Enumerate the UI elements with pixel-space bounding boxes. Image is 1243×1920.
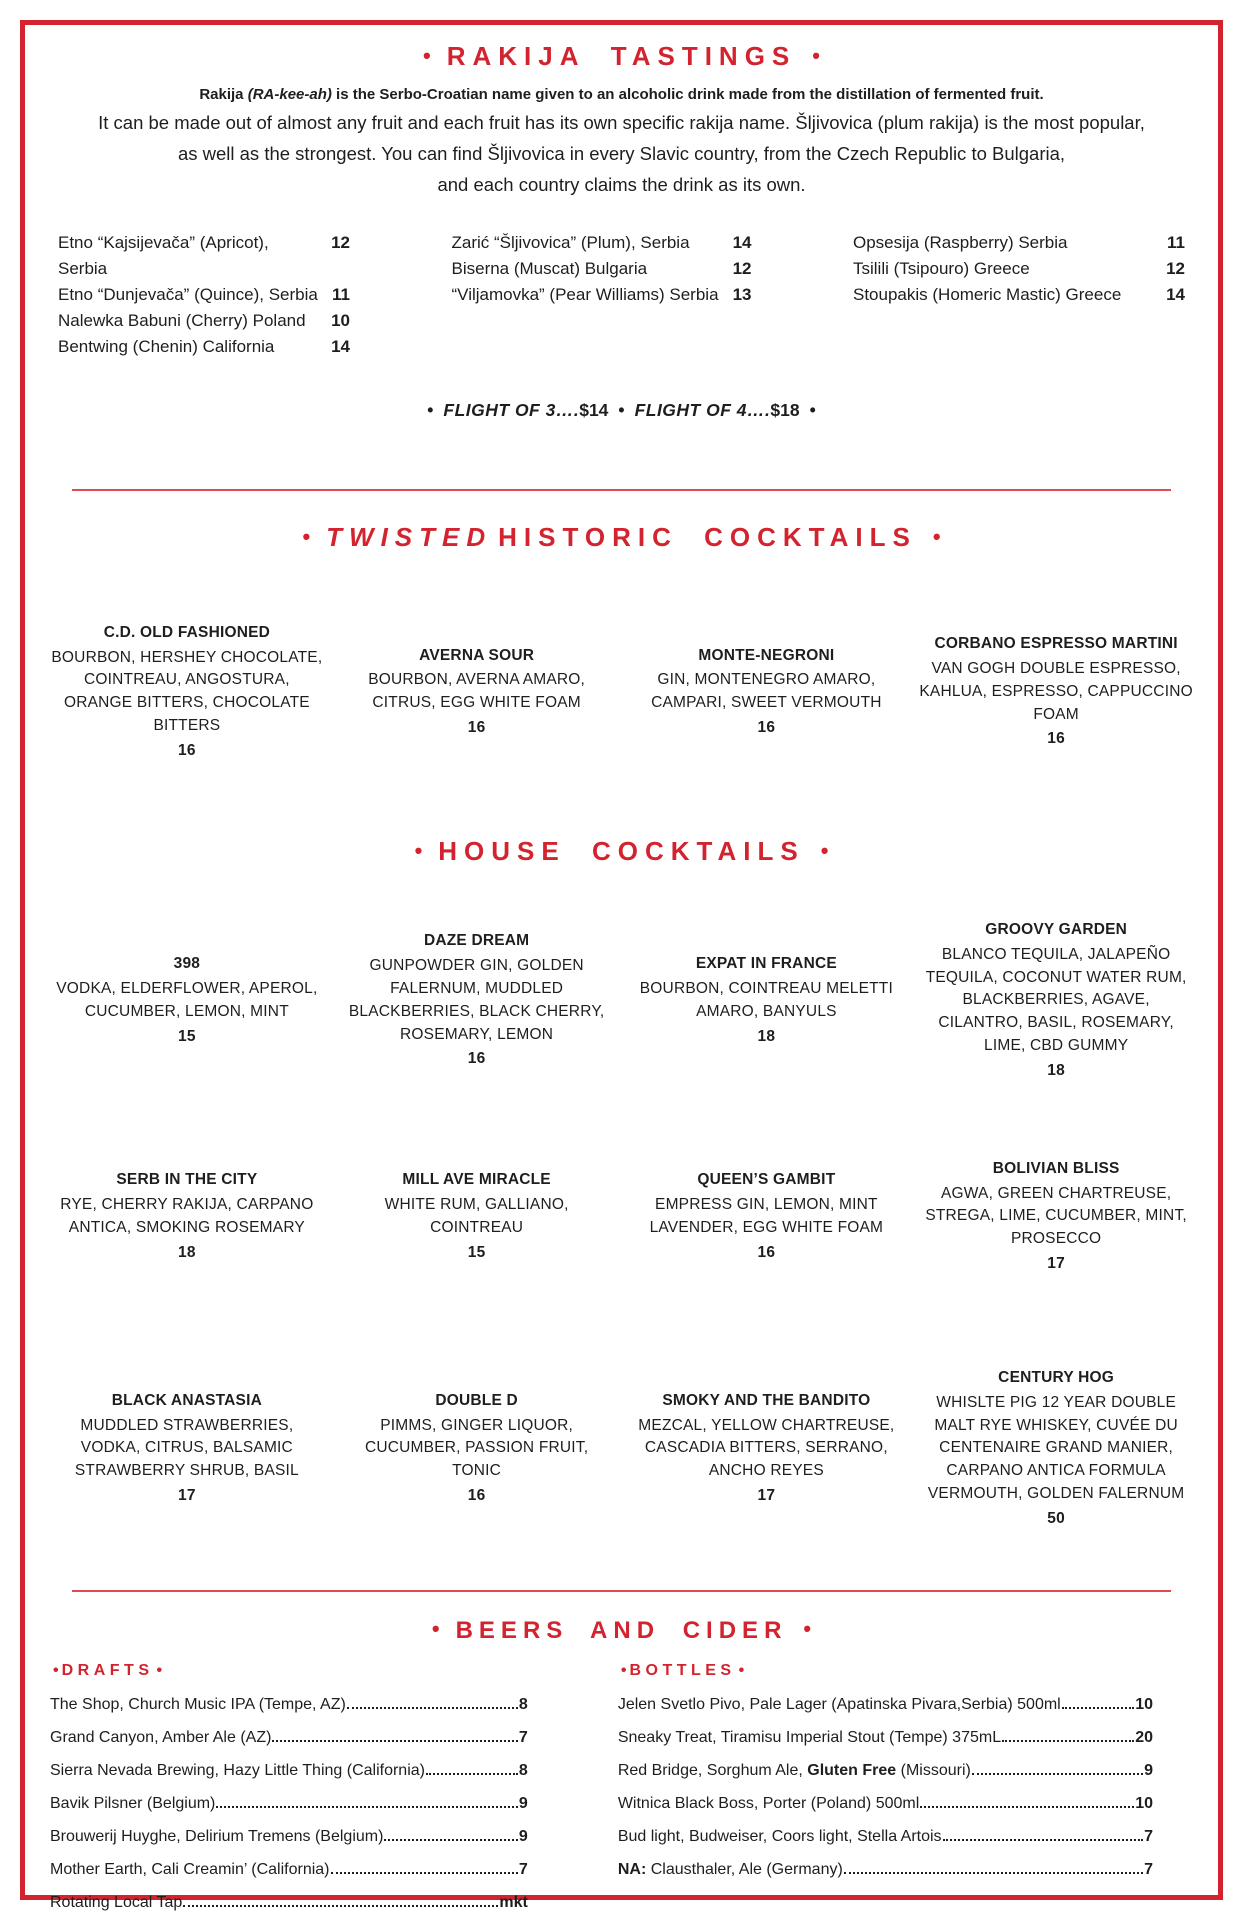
item-price: 14 (1166, 284, 1185, 304)
beer-price: 10 (1135, 1696, 1153, 1714)
beer-item (618, 1754, 1153, 1787)
flight-note (50, 400, 1193, 421)
cocktail-ingredients: VODKA, ELDERFLOWER, APEROL, CUCUMBER, LEMON, MINT (56, 980, 318, 1020)
bullet-icon: • (809, 399, 816, 420)
cocktail-name: SMOKY AND THE BANDITO (662, 1391, 871, 1409)
rakija-list (50, 230, 1193, 360)
cocktail-card (340, 645, 614, 740)
cocktail-card (340, 1390, 614, 1508)
item-price: 10 (331, 310, 350, 330)
rakija-item (58, 282, 350, 308)
beer-name: Brouwerij Huyghe, Delirium Tremens (Belgium) (50, 1828, 384, 1846)
beer-price: mkt (499, 1894, 528, 1912)
cocktail-name: SERB IN THE CITY (116, 1171, 258, 1189)
bullet-icon: • (302, 523, 311, 549)
beer-price: 7 (518, 1729, 528, 1747)
cocktail-name: CENTURY HOG (998, 1369, 1115, 1387)
section-title-text: BEERS AND CIDER (455, 1616, 788, 1644)
item-price: 12 (732, 258, 752, 278)
rakija-item (853, 230, 1185, 256)
beer-item (618, 1787, 1153, 1820)
cocktail-card (50, 1169, 324, 1264)
cocktail-ingredients: BOURBON, AVERNA AMARO, CITRUS, EGG WHITE FOAM (368, 671, 586, 712)
bullet-icon: • (932, 523, 941, 549)
house-cocktails-row-2 (50, 1124, 1193, 1310)
cocktail-price: 18 (757, 1027, 776, 1045)
intro-line-4: and each country claims the drink as its own. (437, 173, 806, 195)
cocktail-ingredients: GUNPOWDER GIN, GOLDEN FALERNUM, MUDDLED BLACKBERRIES, BLACK CHERRY, ROSEMARY, LEMON (348, 957, 605, 1043)
section-title-italic: TWISTED (326, 521, 493, 552)
beer-item (50, 1820, 528, 1853)
beer-name-post: (Missouri) (896, 1762, 971, 1780)
beer-name-pre: Sneaky Treat, Tiramisu Imperial Stout (Tempe) 375mL (617, 1729, 1002, 1747)
cocktail-name: BLACK ANASTASIA (111, 1391, 262, 1409)
cocktail-ingredients: AGWA, GREEN CHARTREUSE, STREGA, LIME, CUCUMBER, MINT, PROSECCO (925, 1184, 1187, 1248)
item-name: “Viljamovka” (Pear Williams) Serbia (451, 284, 719, 304)
drafts-list (50, 1688, 528, 1919)
beer-name: Sierra Nevada Brewing, Hazy Little Thing (California) (50, 1762, 425, 1780)
cocktail-ingredients: VAN GOGH DOUBLE ESPRESSO, KAHLUA, ESPRESSO, CAPPUCCINO FOAM (919, 660, 1193, 723)
cocktail-name: DOUBLE D (435, 1391, 518, 1409)
cocktail-card (630, 1390, 904, 1508)
beer-item (50, 1754, 528, 1787)
bottles-label: BOTTLES (629, 1662, 736, 1680)
beer-name-pre: Red Bridge, Sorghum Ale, (617, 1762, 808, 1780)
house-cocktails-row-1 (50, 900, 1193, 1102)
intro-line-3: as well as the strongest. You can find Šljivovica in every Slavic country, from the Czech Republic to Bulgaria, (177, 142, 1066, 164)
section-title-text: HISTORIC COCKTAILS (498, 521, 917, 552)
cocktail-name: AVERNA SOUR (419, 646, 535, 664)
cocktail-name: GROOVY GARDEN (985, 921, 1128, 939)
cocktail-card (630, 645, 904, 740)
beer-item (50, 1787, 528, 1820)
dot-leader (1002, 1740, 1134, 1742)
item-price: 14 (732, 232, 752, 252)
beer-price: 7 (518, 1861, 528, 1879)
rakija-column-1 (58, 230, 350, 360)
item-price: 11 (332, 284, 350, 304)
beer-price: 9 (518, 1795, 528, 1813)
beer-item (618, 1853, 1153, 1886)
cocktail-ingredients: EMPRESS GIN, LEMON, MINT LAVENDER, EGG WHITE FOAM (649, 1196, 884, 1236)
dot-leader (384, 1839, 517, 1841)
bullet-icon: • (803, 1615, 812, 1641)
cocktail-card (919, 633, 1193, 751)
beer-name: The Shop, Church Music IPA (Tempe, AZ) (50, 1696, 346, 1714)
cocktail-name: C.D. OLD FASHIONED (103, 623, 271, 641)
beer-name-post: Clausthaler, Ale (Germany) (646, 1861, 843, 1879)
beer-item (50, 1688, 528, 1721)
beer-name (618, 1787, 919, 1820)
bottles-list (618, 1688, 1153, 1886)
beer-price: 8 (518, 1696, 528, 1714)
section-divider (72, 489, 1171, 491)
dot-leader (331, 1872, 518, 1874)
cocktail-price: 16 (467, 1486, 486, 1504)
rakija-section-title (50, 42, 1193, 71)
dot-leader (347, 1707, 518, 1709)
intro-line1-italic: (RA-kee-ah) (247, 85, 332, 103)
cocktail-card (50, 622, 324, 763)
beer-name: Mother Earth, Cali Creamin’ (California) (50, 1861, 330, 1879)
cocktail-card (50, 953, 324, 1048)
beers-section-title (50, 1615, 1193, 1644)
item-price: 12 (1166, 258, 1185, 278)
bullet-icon: • (156, 1662, 163, 1680)
cocktail-ingredients: BOURBON, HERSHEY CHOCOLATE, COINTREAU, ANGOSTURA, ORANGE BITTERS, CHOCOLATE BITTERS (51, 648, 323, 734)
cocktail-price: 16 (178, 741, 196, 759)
house-cocktails-row-3 (50, 1356, 1193, 1542)
beer-name (618, 1688, 1061, 1721)
item-name: Etno “Dunjevača” (Quince), Serbia (58, 284, 318, 304)
cocktail-card (340, 930, 614, 1071)
cocktail-card (919, 919, 1193, 1082)
cocktail-card (340, 1169, 614, 1264)
dot-leader (920, 1806, 1134, 1808)
beer-price: 7 (1144, 1828, 1153, 1846)
bullet-icon: • (620, 1662, 627, 1680)
beer-item (50, 1853, 528, 1886)
rakija-item (58, 334, 350, 360)
cocktail-name: CORBANO ESPRESSO MARTINI (934, 635, 1178, 653)
beer-item (50, 1886, 528, 1919)
beer-name: Bavik Pilsner (Belgium) (50, 1795, 216, 1813)
cocktail-price: 17 (1047, 1254, 1065, 1272)
cocktail-price: 18 (178, 1243, 196, 1261)
beer-price: 20 (1135, 1729, 1153, 1747)
intro-line1-post: is the Serbo-Croatian name given to an alcoholic drink made from the distillation of fermented fruit. (331, 85, 1044, 103)
cocktail-price: 16 (1047, 730, 1065, 748)
beer-item (618, 1820, 1153, 1853)
cocktail-price: 18 (1047, 1061, 1065, 1079)
section-title-text: RAKIJA TASTINGS (446, 41, 797, 71)
beer-item (618, 1688, 1153, 1721)
item-price: 14 (331, 336, 350, 356)
beer-item (618, 1721, 1153, 1754)
beer-price: 8 (518, 1762, 528, 1780)
rakija-column-2 (452, 230, 752, 360)
beer-price: 10 (1135, 1795, 1153, 1813)
flight-price: $18 (770, 399, 800, 420)
beer-name-bold: NA: (617, 1861, 647, 1879)
flight-price: $14 (579, 399, 609, 420)
cocktail-ingredients: GIN, MONTENEGRO AMARO, CAMPARI, SWEET VERMOUTH (651, 671, 882, 712)
cocktail-card (919, 1158, 1193, 1276)
dot-leader (844, 1872, 1143, 1874)
bullet-icon: • (427, 399, 434, 420)
rakija-item (452, 256, 752, 282)
cocktail-card (630, 953, 904, 1048)
dot-leader (426, 1773, 518, 1775)
rakija-intro (50, 83, 1193, 200)
cocktail-price: 50 (1047, 1509, 1065, 1527)
beer-name (618, 1754, 971, 1787)
cocktail-price: 17 (757, 1486, 776, 1504)
beer-price: 7 (1144, 1861, 1153, 1879)
cocktail-price: 16 (467, 718, 486, 736)
bottles-heading (618, 1662, 1153, 1680)
cocktail-price: 16 (757, 1243, 776, 1261)
cocktail-name: MONTE-NEGRONI (698, 646, 835, 664)
dot-leader (216, 1806, 518, 1808)
beers-columns (50, 1662, 1193, 1919)
cocktail-ingredients: RYE, CHERRY RAKIJA, CARPANO ANTICA, SMOKING ROSEMARY (60, 1196, 314, 1236)
dot-leader (1062, 1707, 1134, 1709)
cocktail-name: BOLIVIAN BLISS (992, 1159, 1120, 1177)
flight-label: FLIGHT OF 4…. (634, 399, 771, 420)
dot-leader (272, 1740, 517, 1742)
item-price: 11 (1167, 232, 1185, 252)
cocktail-name: QUEEN’S GAMBIT (697, 1171, 836, 1189)
intro-line-2: It can be made out of almost any fruit and each fruit has its own specific rakija name. Šljivovica (plum rakija) is the most popular, (98, 111, 1145, 133)
beer-name-bold: Gluten Free (807, 1762, 897, 1780)
cocktail-card (919, 1367, 1193, 1530)
intro-line-1 (50, 83, 1193, 107)
beer-name (618, 1853, 843, 1886)
item-name: Tsilili (Tsipouro) Greece (853, 258, 1030, 278)
bullet-icon: • (414, 838, 423, 864)
flight-label: FLIGHT OF 3…. (443, 399, 580, 420)
beer-name (618, 1820, 942, 1853)
bullet-icon: • (53, 1662, 59, 1680)
cocktail-price: 15 (467, 1243, 486, 1261)
bullet-icon: • (738, 1662, 745, 1680)
rakija-item (452, 230, 752, 256)
bullet-icon: • (423, 43, 431, 68)
cocktail-ingredients: WHITE RUM, GALLIANO, COINTREAU (384, 1196, 569, 1236)
item-name: Nalewka Babuni (Cherry) Poland (58, 310, 306, 330)
beer-price: 9 (518, 1828, 528, 1846)
bullet-icon: • (820, 838, 829, 864)
house-section-title (50, 837, 1193, 866)
rakija-item (58, 308, 350, 334)
beer-name-pre: Witnica Black Boss, Porter (Poland) 500ml (617, 1795, 920, 1813)
cocktail-ingredients: MEZCAL, YELLOW CHARTREUSE, CASCADIA BITTERS, SERRANO, ANCHO REYES (638, 1416, 895, 1480)
cocktail-name: 398 (173, 955, 201, 973)
cocktail-card (630, 1169, 904, 1264)
beer-name (618, 1721, 1001, 1754)
cocktail-name: DAZE DREAM (423, 932, 530, 950)
cocktail-ingredients: WHISLTE PIG 12 YEAR DOUBLE MALT RYE WHISKEY, CUVÉE DU CENTENAIRE GRAND MANIER, CARPANO ANTICA FORMULA VERMOUTH, GOLDEN FALERNUM (927, 1393, 1185, 1502)
cocktail-price: 16 (467, 1050, 486, 1068)
item-name: Opsesija (Raspberry) Serbia (853, 232, 1068, 252)
item-price: 13 (732, 284, 752, 304)
rakija-item (853, 282, 1185, 308)
beer-price: 9 (1144, 1762, 1153, 1780)
drafts-column (50, 1662, 528, 1919)
rakija-item (452, 282, 752, 308)
item-name: Etno “Kajsijevača” (Apricot), Serbia (58, 232, 269, 278)
beer-name: Grand Canyon, Amber Ale (AZ) (50, 1729, 272, 1747)
item-name: Stoupakis (Homeric Mastic) Greece (853, 284, 1122, 304)
beer-name-pre: Bud light, Budweiser, Coors light, Stella Artois (617, 1828, 942, 1846)
item-name: Bentwing (Chenin) California (58, 336, 275, 356)
bullet-icon: • (618, 399, 625, 420)
item-name: Biserna (Muscat) Bulgaria (451, 258, 648, 278)
cocktail-ingredients: PIMMS, GINGER LIQUOR, CUCUMBER, PASSION FRUIT, TONIC (364, 1416, 589, 1480)
section-title-text: HOUSE COCKTAILS (438, 836, 805, 867)
cocktail-name: EXPAT IN FRANCE (695, 955, 837, 973)
cocktail-price: 16 (757, 718, 776, 736)
twisted-section-title (50, 523, 1193, 552)
cocktail-ingredients: BOURBON, COINTREAU MELETTI AMARO, BANYULS (639, 980, 893, 1020)
beer-name: Rotating Local Tap (50, 1894, 183, 1912)
beer-item (50, 1721, 528, 1754)
twisted-cocktails-row (50, 611, 1193, 773)
cocktail-price: 15 (178, 1027, 196, 1045)
beer-name-pre: Jelen Svetlo Pivo, Pale Lager (Apatinska Pivara,Serbia) 500ml (617, 1696, 1061, 1714)
cocktail-card (50, 1390, 324, 1508)
bullet-icon: • (431, 1615, 440, 1641)
drafts-heading (50, 1662, 528, 1680)
item-price: 12 (331, 232, 350, 252)
cocktail-ingredients: MUDDLED STRAWBERRIES, VODKA, CITRUS, BALSAMIC STRAWBERRY SHRUB, BASIL (74, 1416, 299, 1480)
intro-line1-pre: Rakija (199, 85, 248, 103)
rakija-column-3 (853, 230, 1185, 360)
item-name: Zarić “Šljivovica” (Plum), Serbia (451, 232, 690, 252)
bottles-column (618, 1662, 1153, 1919)
dot-leader (183, 1905, 498, 1907)
rakija-item (58, 230, 350, 282)
section-divider (72, 1590, 1171, 1592)
cocktail-name: MILL AVE MIRACLE (402, 1171, 551, 1189)
drafts-label: DRAFTS (61, 1662, 154, 1680)
bullet-icon: • (812, 43, 820, 68)
cocktail-ingredients: BLANCO TEQUILA, JALAPEÑO TEQUILA, COCONUT WATER RUM, BLACKBERRIES, AGAVE, CILANTRO, BASIL, ROSEMARY, LIME, CBD GUMMY (925, 945, 1187, 1054)
rakija-item (853, 256, 1185, 282)
dot-leader (972, 1773, 1143, 1775)
cocktail-price: 17 (178, 1486, 196, 1504)
dot-leader (943, 1839, 1144, 1841)
